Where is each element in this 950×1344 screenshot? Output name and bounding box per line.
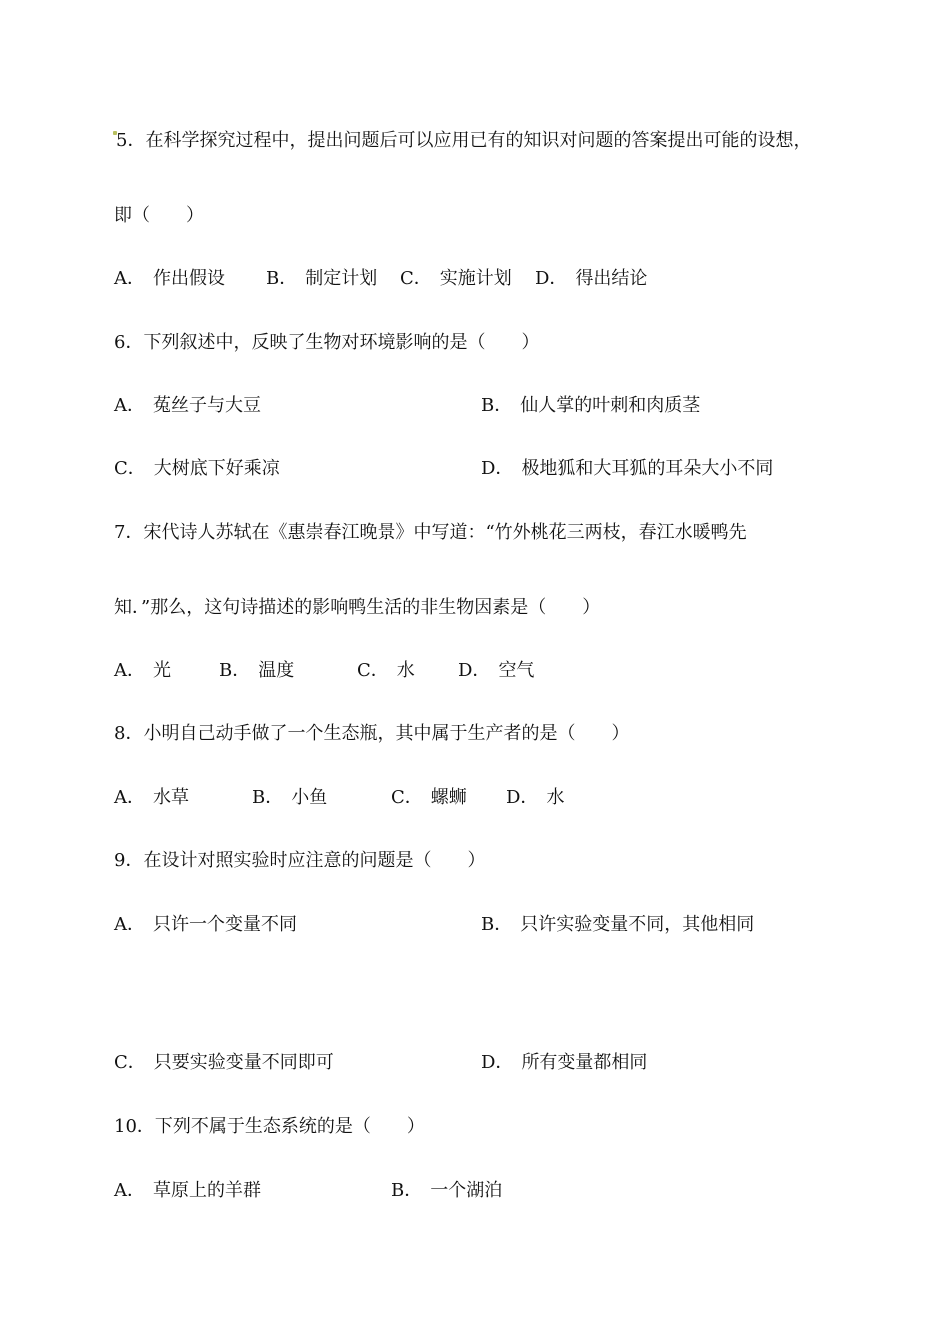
option-text: 作出假设 <box>153 268 225 289</box>
question-8-option-b <box>252 786 327 810</box>
question-number: 7． <box>114 522 144 543</box>
question-number: 9． <box>114 850 144 871</box>
option-letter: A． <box>114 395 145 416</box>
question-9-stem <box>114 849 485 873</box>
option-letter: A． <box>114 787 145 808</box>
question-text: 小明自己动手做了一个生态瓶，其中属于生产者的是（ ） <box>143 723 630 744</box>
option-letter: C． <box>391 787 423 808</box>
option-letter: D． <box>481 1052 514 1073</box>
option-letter: A． <box>114 914 145 935</box>
option-letter: C． <box>114 458 146 479</box>
question-6-option-a <box>114 394 261 418</box>
option-text: 水草 <box>153 787 189 808</box>
option-text: 极地狐和大耳狐的耳朵大小不同 <box>521 458 774 479</box>
option-text: 空气 <box>498 660 535 681</box>
option-letter: D． <box>458 660 491 681</box>
option-letter: B． <box>252 787 284 808</box>
option-letter: B． <box>266 268 298 289</box>
question-7-option-b <box>219 659 294 683</box>
option-text: 螺蛳 <box>430 787 467 808</box>
question-6-option-d <box>481 457 773 481</box>
option-letter: C． <box>114 1052 146 1073</box>
option-letter: C． <box>400 268 432 289</box>
option-text: 小鱼 <box>291 787 328 808</box>
question-6-option-b <box>481 394 700 418</box>
option-text: 只许实验变量不同，其他相同 <box>520 914 755 935</box>
question-10-stem <box>114 1115 425 1139</box>
option-text: 得出结论 <box>575 268 648 289</box>
question-8-stem <box>114 722 629 746</box>
option-letter: A． <box>114 268 145 289</box>
option-text: 实施计划 <box>439 268 512 289</box>
option-letter: D． <box>535 268 568 289</box>
question-5-option-b <box>266 267 377 291</box>
question-7-option-c <box>357 659 415 683</box>
option-text: 只要实验变量不同即可 <box>153 1052 334 1073</box>
question-text: 在科学探究过程中，提出问题后可以应用已有的知识对问题的答案提出可能的设想， <box>145 130 812 151</box>
question-7-option-d <box>458 659 534 683</box>
question-7-stem-line2: 知．”那么，这句诗描述的影响鸭生活的非生物因素是（ ） <box>114 597 601 618</box>
option-letter: B． <box>219 660 251 681</box>
question-9-option-c <box>114 1051 334 1075</box>
option-text: 制定计划 <box>305 268 378 289</box>
question-7-stem-line1 <box>114 521 747 545</box>
question-9-option-b <box>481 913 754 937</box>
option-text: 水 <box>396 660 415 681</box>
question-text: 下列不属于生态系统的是（ ） <box>154 1116 425 1137</box>
option-letter: B． <box>481 395 513 416</box>
question-5-option-a <box>114 267 225 291</box>
question-5-stem-line1 <box>116 129 811 153</box>
option-text: 只许一个变量不同 <box>153 914 297 935</box>
question-8-option-c <box>391 786 467 810</box>
question-10-option-a <box>114 1179 261 1203</box>
option-letter: A． <box>114 1180 145 1201</box>
question-8-option-a <box>114 786 189 810</box>
option-text: 仙人掌的叶刺和肉质茎 <box>520 395 701 416</box>
option-letter: B． <box>481 914 513 935</box>
option-letter: A． <box>114 660 145 681</box>
option-text: 温度 <box>258 660 295 681</box>
option-letter: B． <box>391 1180 423 1201</box>
question-6-stem <box>114 331 539 355</box>
option-letter: D． <box>506 787 539 808</box>
question-7-option-a <box>114 659 171 683</box>
question-text: 下列叙述中，反映了生物对环境影响的是（ ） <box>143 332 540 353</box>
option-text: 一个湖泊 <box>430 1180 503 1201</box>
question-number: 5． <box>116 130 146 151</box>
question-6-option-c <box>114 457 280 481</box>
question-5-stem-line2: 即（ ） <box>114 205 204 226</box>
question-number: 6． <box>114 332 144 353</box>
option-text: 大树底下好乘凉 <box>153 458 280 479</box>
question-10-option-b <box>391 1179 502 1203</box>
question-9-option-a <box>114 913 297 937</box>
option-text: 光 <box>153 660 171 681</box>
option-text: 所有变量都相同 <box>521 1052 648 1073</box>
option-letter: C． <box>357 660 389 681</box>
option-letter: D． <box>481 458 514 479</box>
question-5-option-d <box>535 267 647 291</box>
question-9-option-d <box>481 1051 647 1075</box>
option-text: 菟丝子与大豆 <box>153 395 261 416</box>
question-number: 8． <box>114 723 144 744</box>
question-8-option-d <box>506 786 564 810</box>
question-5-option-c <box>400 267 512 291</box>
option-text: 草原上的羊群 <box>153 1180 261 1201</box>
question-text: 宋代诗人苏轼在《惠崇春江晚景》中写道：“竹外桃花三两枝，春江水暖鸭先 <box>143 522 747 543</box>
question-number: 10． <box>114 1116 155 1137</box>
question-text: 在设计对照实验时应注意的问题是（ ） <box>143 850 486 871</box>
option-text: 水 <box>546 787 565 808</box>
